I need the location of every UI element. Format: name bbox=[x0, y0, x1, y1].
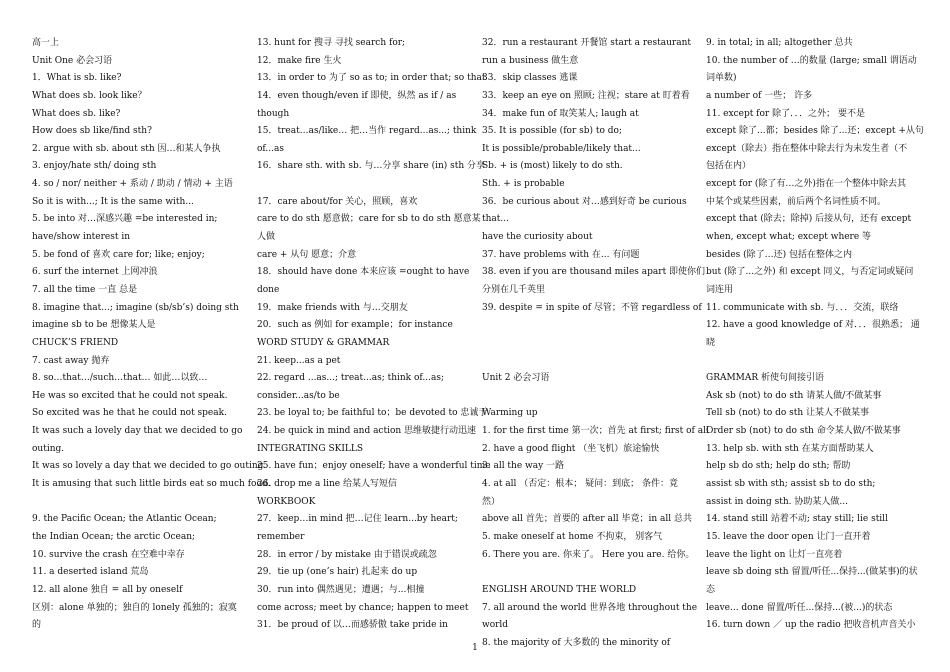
text-line: except that (除去；除掉) 后接从句，还有 except bbox=[706, 214, 912, 225]
text-line: 24. be quick in mind and action 思维敏捷行动迅速 bbox=[257, 426, 477, 437]
text-line: So it is with...; It is the same with... bbox=[32, 196, 194, 207]
text-line bbox=[706, 353, 918, 371]
text-line: 33．skip classes 逃课 bbox=[482, 73, 578, 84]
text-line: 然） bbox=[482, 496, 501, 507]
text-line: run a business 做生意 bbox=[482, 55, 579, 66]
text-line: 4. so / nor/ neither + 系动 / 助动 / 情动 + 主语 bbox=[32, 179, 233, 190]
text-line: 13．in order to 为了 so as to; in order that; so that bbox=[257, 73, 486, 84]
text-line: Sth. + is probable bbox=[482, 179, 565, 190]
text-line: How does sb like/find sth? bbox=[32, 126, 152, 137]
text-line: 21. keep...as a pet bbox=[257, 355, 341, 366]
text-line: 23. be loyal to; be faithful to；be devoted to 忠诚于 bbox=[257, 408, 488, 419]
text-line: 14. stand still 站着不动; stay still; lie still bbox=[706, 514, 888, 525]
text-line: of...as bbox=[257, 143, 284, 154]
text-line: 31．be proud of 以…而感骄傲 take pride in bbox=[257, 620, 448, 631]
text-line: 39. despite = in spite of 尽管；不管 regardless of bbox=[482, 302, 702, 313]
text-line: have the curiosity about bbox=[482, 232, 593, 243]
text-line: 晓 bbox=[706, 337, 716, 348]
text-line: leave the light on 让灯一直亮着 bbox=[706, 549, 843, 560]
text-line: What does sb. look like？ bbox=[32, 90, 147, 101]
text-line: 13. help sb. with sth 在某方面帮助某人 bbox=[706, 443, 874, 454]
text-line: 16．share sth. with sb. 与…分享 share (in) sth 分享 bbox=[257, 161, 486, 172]
text-line: Tell sb (not) to do sth 让某人不做某事 bbox=[706, 408, 870, 419]
text-line: 3. enjoy/hate sth/ doing sth bbox=[32, 161, 157, 172]
text-line: 33．keep an eye on 照顾; 注视；stare at 盯着看 bbox=[482, 90, 690, 101]
text-line: world bbox=[482, 620, 509, 631]
text-line: What does sb. like? bbox=[32, 108, 121, 119]
text-line: 词单数) bbox=[706, 73, 737, 84]
text-line: 7. all the time 一直 总是 bbox=[32, 284, 138, 295]
text-line bbox=[482, 564, 694, 582]
text-line: Order sb (not) to do sth 命令某人做/不做某事 bbox=[706, 426, 901, 437]
text-line: 8. the majority of 大多数的 the minority of bbox=[482, 637, 671, 648]
text-line: 高一上 bbox=[32, 38, 60, 48]
text-line: 15. leave the door open 让门一直开着 bbox=[706, 531, 871, 542]
text-line: 7. all around the world 世界各地 throughout the bbox=[482, 602, 698, 613]
text-line: 13. hunt for 搜寻 寻找 search for; bbox=[257, 38, 406, 48]
text-line: 38. even if you are thousand miles apart 即使你们 bbox=[482, 267, 706, 278]
text-line: 的 bbox=[32, 620, 42, 631]
text-line: It is possible/probable/likely that... bbox=[482, 143, 641, 154]
text-line: 35. It is possible (for sb) to do; bbox=[482, 126, 622, 137]
text-line: 28．in error / by mistake 由于错误或疏忽 bbox=[257, 549, 437, 560]
text-line: 14．even though/even if 即使，纵然 as if / as bbox=[257, 90, 457, 101]
text-line: 17．care about/for 关心，照顾，喜欢 bbox=[257, 196, 418, 207]
text-line: 4. at all （否定：根本； 疑问：到底； 条件：竟 bbox=[482, 479, 678, 490]
text-line: 16. turn down ／ up the radio 把收音机声音关小 bbox=[706, 620, 916, 631]
text-line: It is amusing that such little birds eat so much food. bbox=[32, 479, 271, 490]
text-line: 20．such as 例如 for example；for instance bbox=[257, 320, 453, 331]
text-line: 6. There you are. 你来了。 Here you are. 给你。 bbox=[482, 549, 695, 560]
text-line: 12. have a good knowledge of 对．．．很熟悉； 通 bbox=[706, 320, 920, 331]
text-line: care to do sth 愿意做；care for sb to do sth 愿意某 bbox=[257, 214, 481, 225]
text-line: leave... done 留置/听任...保持...(被...)的状态 bbox=[706, 602, 893, 613]
text-line: 12. all alone 独自 = all by oneself bbox=[32, 584, 183, 595]
text-line: 29．tie up (one’s hair) 扎起来 do up bbox=[257, 567, 418, 578]
page-number: 1 bbox=[472, 643, 478, 653]
text-line: 30．run into 偶然遇见；遭遇；与...相撞 bbox=[257, 584, 425, 595]
text-line: assist in doing sth. 协助某人做... bbox=[706, 496, 848, 507]
text-line: Unit One 必会习语 bbox=[32, 55, 113, 66]
text-line bbox=[257, 176, 470, 194]
text-line: outing. bbox=[32, 443, 65, 454]
text-line: besides (除了…还) 包括在整体之内 bbox=[706, 249, 853, 260]
text-line: 3. all the way 一路 bbox=[482, 461, 565, 472]
text-line: 22. regard ...as...; treat...as; think of...as; bbox=[257, 373, 445, 384]
text-line: 11. a deserted island 荒岛 bbox=[32, 567, 149, 578]
text-line: when, except what; except where 等 bbox=[706, 232, 872, 243]
text-line: a number of 一些； 许多 bbox=[706, 90, 813, 101]
text-line: ENGLISH AROUND THE WORLD bbox=[482, 584, 637, 595]
text-line: WORKBOOK bbox=[257, 496, 316, 507]
text-line: the Indian Ocean; the arctic Ocean; bbox=[32, 531, 196, 542]
text-line: 25. have fun；enjoy oneself; have a wonderful time bbox=[257, 461, 491, 472]
text-line: 36．be curious about 对…感到好奇 be curious bbox=[482, 196, 687, 207]
text-line: done bbox=[257, 284, 280, 295]
text-line: Unit 2 必会习语 bbox=[482, 373, 550, 384]
text-line: Ask sb (not) to do sth 请某人做/不做某事 bbox=[706, 390, 882, 401]
text-line: except 除了...都；besides 除了...还；except +从句 bbox=[706, 126, 924, 137]
text-line: 态 bbox=[706, 584, 716, 595]
text-line: 6. surf the internet 上网冲浪 bbox=[32, 267, 158, 278]
text-line: 5. be fond of 喜欢 care for; like; enjoy; bbox=[32, 249, 205, 260]
text-line: 词连用 bbox=[706, 284, 734, 295]
text-line: except for (除了有…之外)指在一个整体中除去其 bbox=[706, 179, 906, 190]
text-line: remember bbox=[257, 531, 305, 542]
text-line: assist sb with sth; assist sb to do sth; bbox=[706, 479, 876, 490]
text-line: 1. for the first time 第一次；首先 at first; first of all bbox=[482, 426, 709, 437]
text-line: 10. the number of …的数量 (large; small 谓语动 bbox=[706, 55, 917, 66]
text-line: It was so lovely a day that we decided to go outing. bbox=[32, 461, 267, 472]
text-line: CHUCK’S FRIEND bbox=[32, 337, 119, 348]
text-line: care + 从句 愿意；介意 bbox=[257, 249, 357, 260]
text-line bbox=[482, 388, 694, 406]
text-line: 15．treat…as/like… 把…当作 regard...as...; think bbox=[257, 126, 477, 137]
text-line: 1．What is sb. like? bbox=[32, 73, 122, 84]
text-line: 34．make fun of 取笑某人; laugh at bbox=[482, 108, 639, 119]
text-line: 11. communicate with sb. 与．．．交流，联络 bbox=[706, 302, 899, 313]
text-line: Sb. + is (most) likely to do sth. bbox=[482, 161, 623, 172]
text-line: 8. imagine that...; imagine (sb/sb’s) doing sth bbox=[32, 302, 239, 313]
text-line: 18．should have done 本来应该 =ought to have bbox=[257, 267, 470, 278]
text-line: 9. the Pacific Ocean; the Atlantic Ocean; bbox=[32, 514, 217, 525]
text-line: 27．keep…in mind 把…记住 learn...by heart; bbox=[257, 514, 458, 525]
text-line: 5. make oneself at home 不拘束， 别客气 bbox=[482, 531, 663, 542]
text-line: 10. survive the crash 在空难中幸存 bbox=[32, 549, 185, 560]
text-line: So excited was he that he could not speak. bbox=[32, 408, 227, 419]
text-line: help sb do sth; help do sth; 帮助 bbox=[706, 461, 851, 472]
text-line: though bbox=[257, 108, 290, 119]
text-line: Warming up bbox=[482, 408, 538, 419]
text-line: 7. cast away 抛弃 bbox=[32, 355, 110, 366]
text-line: 11. except for 除了．．．之外； 要不是 bbox=[706, 108, 865, 119]
text-line: have/show interest in bbox=[32, 232, 131, 243]
text-line: 分别在几千英里 bbox=[482, 284, 546, 295]
text-line: 12．make fire 生火 bbox=[257, 55, 342, 66]
text-line: 2. argue with sb. about sth 因…和某人争执 bbox=[32, 143, 221, 154]
text-line: He was so excited that he could not speak. bbox=[32, 390, 228, 401]
text-column-3 bbox=[482, 35, 709, 652]
text-line: but (除了...之外) 和 except 同义，与否定词或疑问 bbox=[706, 267, 914, 278]
text-line: 中某个或某些因素，前后两个名词性质不同。 bbox=[706, 196, 887, 207]
text-line: 人做 bbox=[257, 232, 276, 243]
text-line: 2. have a good flight （坐飞机）旅途愉快 bbox=[482, 443, 660, 454]
text-line bbox=[482, 335, 694, 353]
text-line: 19．make friends with 与…交朋友 bbox=[257, 302, 408, 313]
text-line: 5. be into 对…深感兴趣 =be interested in; bbox=[32, 214, 218, 225]
text-line: above all 首先；首要的 after all 毕竟；in all 总共 bbox=[482, 514, 692, 525]
text-line: 32．run a restaurant 开餐馆 start a restaurant bbox=[482, 38, 691, 48]
text-line: 8. so…that…/such…that… 如此…以致… bbox=[32, 373, 208, 384]
text-line: that... bbox=[482, 214, 509, 225]
text-line bbox=[32, 494, 244, 512]
text-column-4 bbox=[706, 35, 924, 635]
text-line: 区别：alone 单独的；独自的 lonely 孤独的；寂寞 bbox=[32, 602, 237, 613]
text-line bbox=[482, 317, 694, 335]
text-line: 37. have problems with 在... 有问题 bbox=[482, 249, 640, 260]
text-line: WORD STUDY & GRAMMAR bbox=[257, 337, 390, 348]
text-line: leave sb doing sth 留置/听任...保持...(做某事)的状 bbox=[706, 567, 918, 578]
text-line: INTEGRATING SKILLS bbox=[257, 443, 364, 454]
text-line bbox=[482, 353, 694, 371]
text-line: consider...as/to be bbox=[257, 390, 340, 401]
text-line: imagine sb to be 想像某人是 bbox=[32, 320, 156, 331]
text-line: except（除去）指在整体中除去行为未发生者（不 bbox=[706, 143, 908, 154]
text-line: It was such a lovely day that we decided to go bbox=[32, 426, 243, 437]
text-line: 包括在内） bbox=[706, 161, 752, 172]
text-line: 9. in total; in all; altogether 总共 bbox=[706, 38, 853, 48]
text-line: GRAMMAR 析使句间接引语 bbox=[706, 373, 825, 384]
text-line: come across; meet by chance; happen to meet bbox=[257, 602, 469, 613]
text-column-2 bbox=[257, 35, 491, 635]
text-line: 26. drop me a line 给某人写短信 bbox=[257, 479, 397, 490]
